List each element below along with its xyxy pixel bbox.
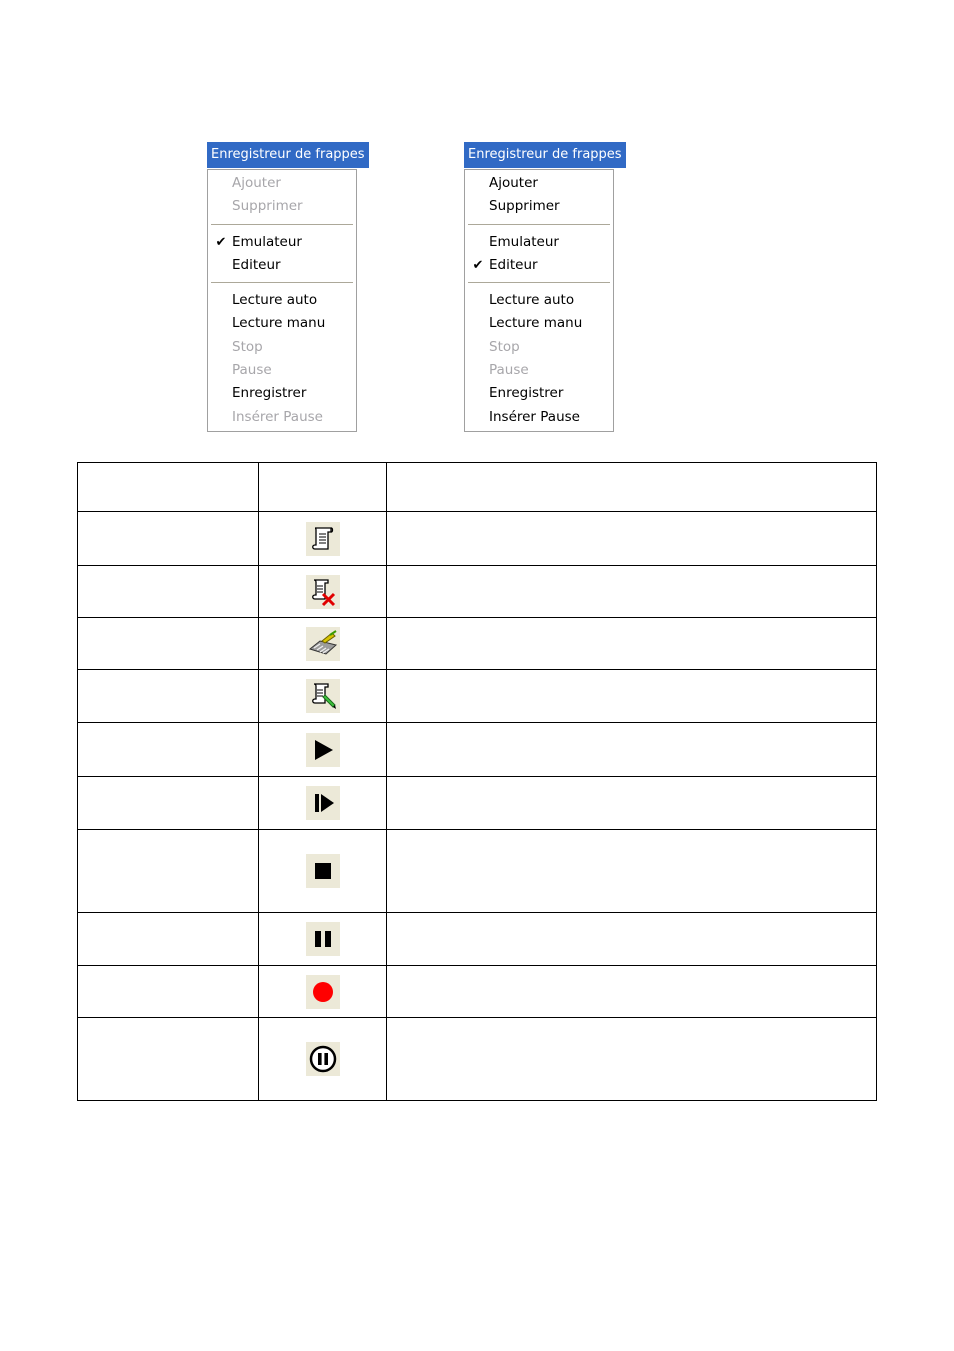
table-cell <box>387 670 877 723</box>
table-cell <box>387 723 877 777</box>
table-cell <box>387 966 877 1018</box>
table-cell <box>78 777 259 830</box>
menu-item-label: Editeur <box>232 256 281 273</box>
check-icon: ✔ <box>215 234 227 250</box>
menu-item-label: Lecture manu <box>232 315 326 332</box>
table-cell <box>387 777 877 830</box>
stop-icon <box>306 854 340 888</box>
table-cell <box>78 1018 259 1101</box>
table-cell <box>387 1018 877 1101</box>
table-cell <box>387 830 877 913</box>
menu-item-label: Lecture auto <box>232 292 318 309</box>
record-icon <box>306 975 340 1009</box>
menu-item-label: Supprimer <box>489 198 560 215</box>
scroll-edit-icon <box>306 679 340 713</box>
menu-item-label: Supprimer <box>232 198 303 215</box>
menu-item-emulateur[interactable] <box>465 231 613 254</box>
menu-item-supprimer[interactable] <box>465 195 613 218</box>
menu-item-label: Lecture manu <box>489 315 583 332</box>
table-cell <box>387 512 877 566</box>
table-row <box>78 830 877 913</box>
menu-dropdown <box>207 169 357 432</box>
menu-item-stop[interactable] <box>208 336 356 359</box>
menu-item-label: Pause <box>489 362 529 379</box>
insert-pause-icon <box>306 1042 340 1076</box>
menu-item-label: Stop <box>232 338 263 355</box>
table-row <box>78 1018 877 1101</box>
menu-title[interactable]: Enregistreur de frappes <box>207 142 369 168</box>
table-row <box>78 566 877 618</box>
pause-icon <box>306 922 340 956</box>
menu-right <box>464 142 626 425</box>
menu-separator <box>468 282 610 283</box>
table-cell <box>78 723 259 777</box>
menu-separator <box>211 282 353 283</box>
menu-item-label: Enregistrer <box>232 385 307 402</box>
menu-item-ajouter[interactable] <box>208 172 356 195</box>
table-row <box>78 670 877 723</box>
menu-item-emulateur[interactable] <box>208 231 356 254</box>
menu-item-inserer-pause[interactable] <box>465 406 613 429</box>
menu-item-lecture-auto[interactable] <box>208 289 356 312</box>
table-cell <box>387 618 877 670</box>
table-cell <box>78 512 259 566</box>
table-row <box>78 913 877 966</box>
table-cell <box>259 463 387 512</box>
step-play-icon <box>306 786 340 820</box>
table-row <box>78 777 877 830</box>
menu-item-lecture-manu[interactable] <box>208 312 356 335</box>
menu-item-editeur[interactable] <box>208 254 356 277</box>
menu-item-ajouter[interactable] <box>465 172 613 195</box>
table-row <box>78 723 877 777</box>
menu-item-label: Stop <box>489 338 520 355</box>
table-cell <box>78 670 259 723</box>
menu-item-pause[interactable] <box>465 359 613 382</box>
menu-item-label: Emulateur <box>489 233 559 250</box>
table-cell <box>78 566 259 618</box>
menu-item-enregistrer[interactable] <box>208 382 356 405</box>
table-cell <box>78 463 259 512</box>
table-cell <box>387 463 877 512</box>
table-cell <box>78 966 259 1018</box>
menu-item-lecture-auto[interactable] <box>465 289 613 312</box>
icon-table <box>77 462 877 1101</box>
scroll-add-icon <box>306 522 340 556</box>
menu-item-supprimer[interactable] <box>208 195 356 218</box>
table-cell <box>387 913 877 966</box>
menu-item-label: Insérer Pause <box>232 408 323 425</box>
scroll-delete-icon <box>306 575 340 609</box>
table-row <box>78 966 877 1018</box>
menu-item-label: Editeur <box>489 256 538 273</box>
menu-item-label: Enregistrer <box>489 385 564 402</box>
table-cell <box>78 830 259 913</box>
menu-item-editeur[interactable] <box>465 254 613 277</box>
menu-item-label: Insérer Pause <box>489 408 580 425</box>
menu-item-inserer-pause[interactable] <box>208 406 356 429</box>
menu-item-stop[interactable] <box>465 336 613 359</box>
menu-item-label: Ajouter <box>232 175 281 191</box>
check-icon: ✔ <box>472 257 484 273</box>
table-cell <box>78 913 259 966</box>
table-row <box>78 512 877 566</box>
menu-item-label: Pause <box>232 362 272 379</box>
menu-item-label: Ajouter <box>489 175 538 191</box>
menu-item-enregistrer[interactable] <box>465 382 613 405</box>
menu-item-pause[interactable] <box>208 359 356 382</box>
table-header-row <box>78 463 877 512</box>
menu-left <box>207 142 369 425</box>
menu-item-label: Emulateur <box>232 233 302 250</box>
menu-item-label: Lecture auto <box>489 292 575 309</box>
play-icon <box>306 733 340 767</box>
table-row <box>78 618 877 670</box>
table-cell <box>78 618 259 670</box>
menu-item-lecture-manu[interactable] <box>465 312 613 335</box>
menu-separator <box>211 224 353 225</box>
menu-title[interactable]: Enregistreur de frappes <box>464 142 626 168</box>
table-cell <box>387 566 877 618</box>
menu-separator <box>468 224 610 225</box>
keyboard-emulator-icon <box>306 627 340 661</box>
menu-dropdown <box>464 169 614 432</box>
